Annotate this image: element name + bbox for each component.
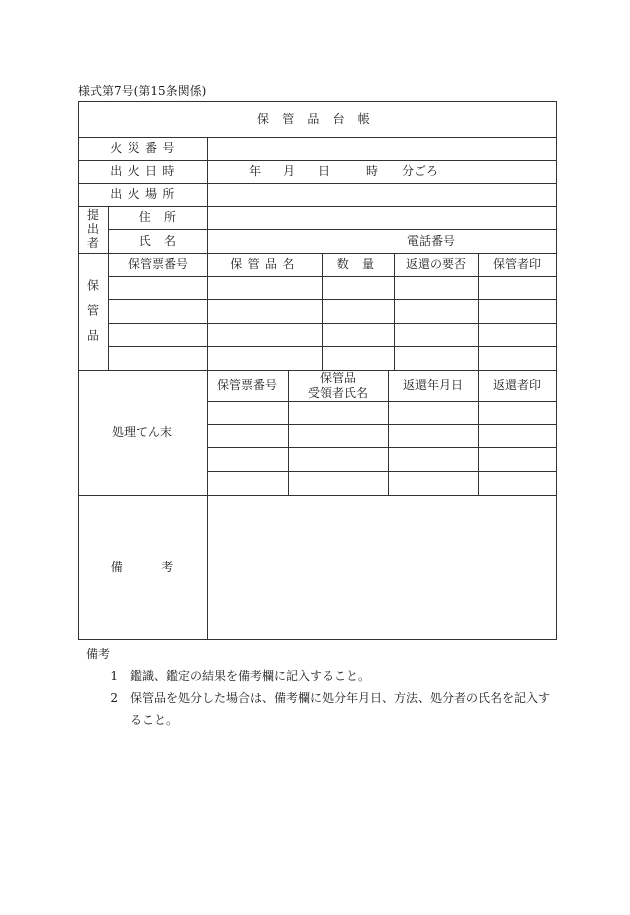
- custody-items-label: 保 管 品: [86, 278, 99, 343]
- note-item: 1 鑑識、鑑定の結果を備考欄に記入すること。: [110, 669, 371, 683]
- rule: [207, 424, 556, 425]
- fire-number-label: 火災番号: [110, 141, 180, 155]
- disp-col-return-seal: 返還者印: [492, 378, 542, 392]
- col-item-name: 保管品名: [230, 257, 300, 271]
- submitter-label: 提 出 者: [86, 208, 99, 250]
- name-label: 氏名: [138, 234, 190, 248]
- form-number: 様式第7号(第15条関係): [78, 84, 207, 98]
- datetime-minute-suffix: 分ごろ: [401, 164, 439, 178]
- col-quantity: 数量: [336, 257, 388, 271]
- rule: [478, 370, 479, 495]
- rule: [108, 346, 556, 347]
- fire-place-label: 出火場所: [110, 187, 180, 201]
- rule: [108, 276, 556, 277]
- remarks-label: 備考: [110, 560, 212, 574]
- rule: [394, 253, 395, 370]
- datetime-hour: 時: [365, 164, 379, 178]
- rule: [207, 447, 556, 448]
- rule: [78, 639, 557, 640]
- ledger-title: 保管品台帳: [256, 112, 384, 126]
- disp-col-receiver-line1: 保管品: [319, 371, 357, 385]
- rule: [78, 101, 79, 639]
- disp-col-ticket-number: 保管票番号: [216, 378, 278, 392]
- disposition-label: 処理てん末: [111, 425, 173, 439]
- rule: [388, 370, 389, 495]
- disp-col-receiver-line2: 受領者氏名: [307, 386, 369, 400]
- rule: [78, 253, 556, 254]
- rule: [288, 370, 289, 495]
- rule: [78, 160, 556, 161]
- datetime-year: 年: [248, 164, 262, 178]
- rule: [78, 137, 556, 138]
- datetime-day: 日: [317, 164, 331, 178]
- phone-label: 電話番号: [406, 234, 456, 248]
- rule: [556, 101, 557, 640]
- address-label: 住所: [138, 210, 190, 224]
- rule: [78, 183, 556, 184]
- rule: [478, 253, 479, 370]
- col-return-needed: 返還の要否: [405, 257, 467, 271]
- notes-heading: 備考: [86, 647, 111, 661]
- rule: [78, 370, 556, 371]
- fire-datetime-label: 出火日時: [110, 164, 180, 178]
- disp-col-return-date: 返還年月日: [402, 378, 464, 392]
- datetime-month: 月: [282, 164, 296, 178]
- rule: [207, 401, 556, 402]
- rule: [322, 253, 323, 370]
- rule: [78, 495, 556, 496]
- rule: [108, 299, 556, 300]
- rule: [78, 206, 556, 207]
- rule: [108, 323, 556, 324]
- note-item: 2 保管品を処分した場合は、備考欄に処分年月日、方法、処分者の氏名を記入すること。: [110, 691, 551, 727]
- notes: [86, 643, 556, 731]
- rule: [108, 229, 556, 230]
- rule: [78, 101, 556, 102]
- rule: [207, 471, 556, 472]
- col-custodian-seal: 保管者印: [492, 257, 542, 271]
- col-ticket-number: 保管票番号: [127, 257, 189, 271]
- rule: [108, 206, 109, 370]
